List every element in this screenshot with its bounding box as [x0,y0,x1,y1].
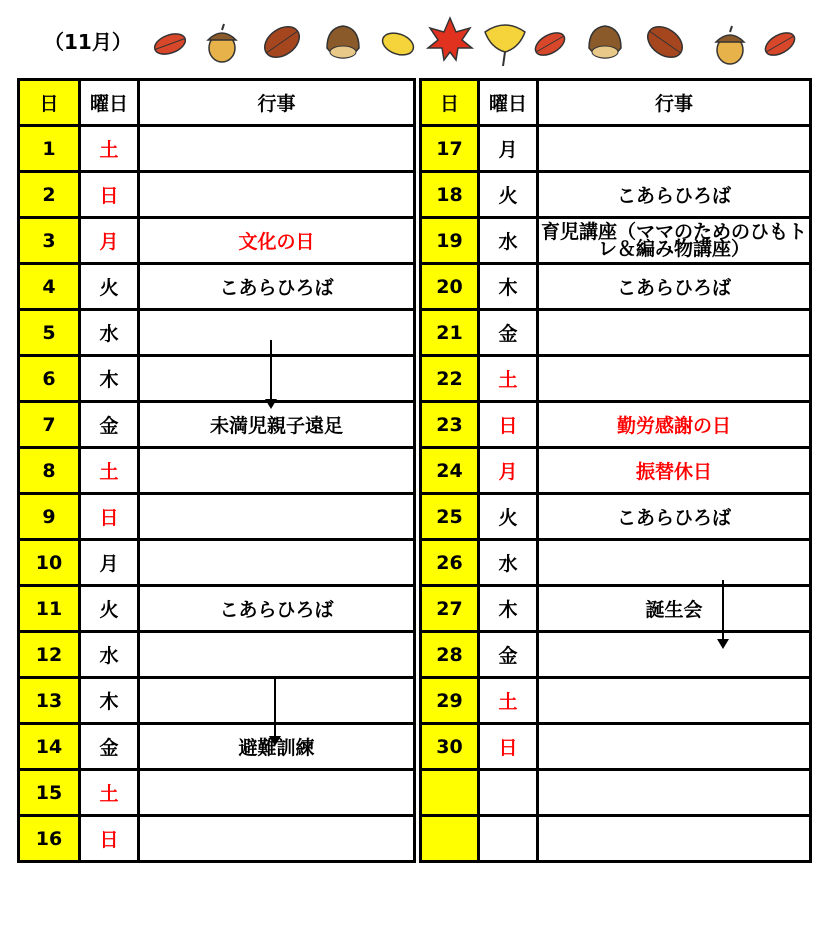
event-cell: 未満児親子遠足 [139,402,415,448]
day-cell: 7 [19,402,80,448]
calendar-row [19,632,811,678]
red-leaf-icon [532,28,569,60]
weekday-cell: 日 [80,816,139,862]
day-cell [421,770,479,816]
day-cell: 9 [19,494,80,540]
weekday-cell: 水 [80,632,139,678]
chestnut-icon [327,26,359,58]
day-cell: 13 [19,678,80,724]
chestnut-icon [589,26,621,58]
event-cell: こあらひろば [538,264,811,310]
event-cell [538,724,811,770]
event-cell [139,816,415,862]
continuation-arrow [274,677,276,737]
event-cell: こあらひろば [538,172,811,218]
brown-leaf-icon [642,20,688,63]
weekday-cell: 日 [479,724,538,770]
weekday-cell: 金 [479,632,538,678]
event-cell [139,770,415,816]
weekday-cell [479,816,538,862]
event-cell: 誕生会 [538,586,811,632]
header-event: 行事 [139,80,415,126]
continuation-arrow [270,340,272,400]
weekday-cell: 火 [80,586,139,632]
weekday-cell: 土 [80,448,139,494]
weekday-cell: 日 [479,402,538,448]
event-cell: 振替休日 [538,448,811,494]
event-cell [139,310,415,356]
acorn-icon [208,24,236,62]
day-cell: 20 [421,264,479,310]
event-cell [139,632,415,678]
autumn-decoration [150,14,810,74]
day-cell [421,816,479,862]
calendar-row [19,218,811,264]
day-cell: 28 [421,632,479,678]
day-cell: 25 [421,494,479,540]
header-day: 日 [421,80,479,126]
day-cell: 2 [19,172,80,218]
weekday-cell: 日 [80,494,139,540]
calendar-row [19,816,811,862]
event-cell: 避難訓練 [139,724,415,770]
day-cell: 1 [19,126,80,172]
event-cell: こあらひろば [139,586,415,632]
event-cell: 勤労感謝の日 [538,402,811,448]
calendar-row [19,448,811,494]
day-cell: 23 [421,402,479,448]
weekday-cell: 木 [80,678,139,724]
day-cell: 26 [421,540,479,586]
weekday-cell: 日 [80,172,139,218]
day-cell: 19 [421,218,479,264]
event-cell [538,632,811,678]
weekday-cell: 金 [479,310,538,356]
event-cell [538,816,811,862]
event-cell [538,678,811,724]
calendar-row [19,540,811,586]
red-leaf-icon [762,28,799,60]
event-cell: こあらひろば [139,264,415,310]
day-cell: 5 [19,310,80,356]
weekday-cell: 木 [80,356,139,402]
event-cell [538,356,811,402]
calendar-row [19,402,811,448]
weekday-cell: 金 [80,402,139,448]
calendar-row [19,770,811,816]
calendar-row [19,172,811,218]
day-cell: 3 [19,218,80,264]
header-day: 日 [19,80,80,126]
weekday-cell: 土 [80,126,139,172]
day-cell: 16 [19,816,80,862]
weekday-cell: 水 [80,310,139,356]
ginkgo-leaf-icon [485,25,525,66]
event-cell [139,172,415,218]
day-cell: 21 [421,310,479,356]
weekday-cell: 月 [80,218,139,264]
event-cell [538,126,811,172]
event-cell [139,540,415,586]
ginkgo-leaf-icon [380,29,417,59]
acorn-icon [716,26,744,64]
day-cell: 8 [19,448,80,494]
weekday-cell: 土 [80,770,139,816]
event-cell [139,126,415,172]
event-cell [139,494,415,540]
weekday-cell: 火 [479,172,538,218]
event-cell: 育児講座（ママのためのひもトレ＆編み物講座） [538,218,811,264]
event-cell [139,356,415,402]
event-cell [139,678,415,724]
calendar-row [19,678,811,724]
weekday-cell: 火 [479,494,538,540]
calendar-row [19,264,811,310]
day-cell: 10 [19,540,80,586]
event-cell: 文化の日 [139,218,415,264]
weekday-cell: 月 [479,448,538,494]
weekday-cell: 水 [479,218,538,264]
day-cell: 12 [19,632,80,678]
red-leaf-icon [152,30,188,58]
day-cell: 11 [19,586,80,632]
month-title: （11月） [44,30,132,54]
day-cell: 29 [421,678,479,724]
day-cell: 27 [421,586,479,632]
calendar-row [19,356,811,402]
weekday-cell: 金 [80,724,139,770]
weekday-cell: 土 [479,356,538,402]
day-cell: 15 [19,770,80,816]
day-cell: 30 [421,724,479,770]
day-cell: 17 [421,126,479,172]
brown-leaf-icon [259,20,305,63]
weekday-cell: 木 [479,264,538,310]
calendar-row [19,494,811,540]
weekday-cell: 土 [479,678,538,724]
event-cell [538,770,811,816]
calendar-row [19,724,811,770]
calendar-row [19,586,811,632]
weekday-cell: 水 [479,540,538,586]
continuation-arrow [722,580,724,640]
day-cell: 4 [19,264,80,310]
event-cell [538,310,811,356]
weekday-cell: 月 [80,540,139,586]
day-cell: 22 [421,356,479,402]
event-cell: こあらひろば [538,494,811,540]
weekday-cell: 月 [479,126,538,172]
day-cell: 18 [421,172,479,218]
day-cell: 6 [19,356,80,402]
calendar-row [19,126,811,172]
day-cell: 14 [19,724,80,770]
weekday-cell: 木 [479,586,538,632]
maple-leaf-icon [428,18,472,60]
header-weekday: 曜日 [80,80,139,126]
event-cell [139,448,415,494]
calendar-row [19,310,811,356]
header-row [19,80,811,126]
header-weekday: 曜日 [479,80,538,126]
november-calendar-table [17,78,812,863]
event-cell [538,540,811,586]
day-cell: 24 [421,448,479,494]
weekday-cell: 火 [80,264,139,310]
header-event: 行事 [538,80,811,126]
weekday-cell [479,770,538,816]
